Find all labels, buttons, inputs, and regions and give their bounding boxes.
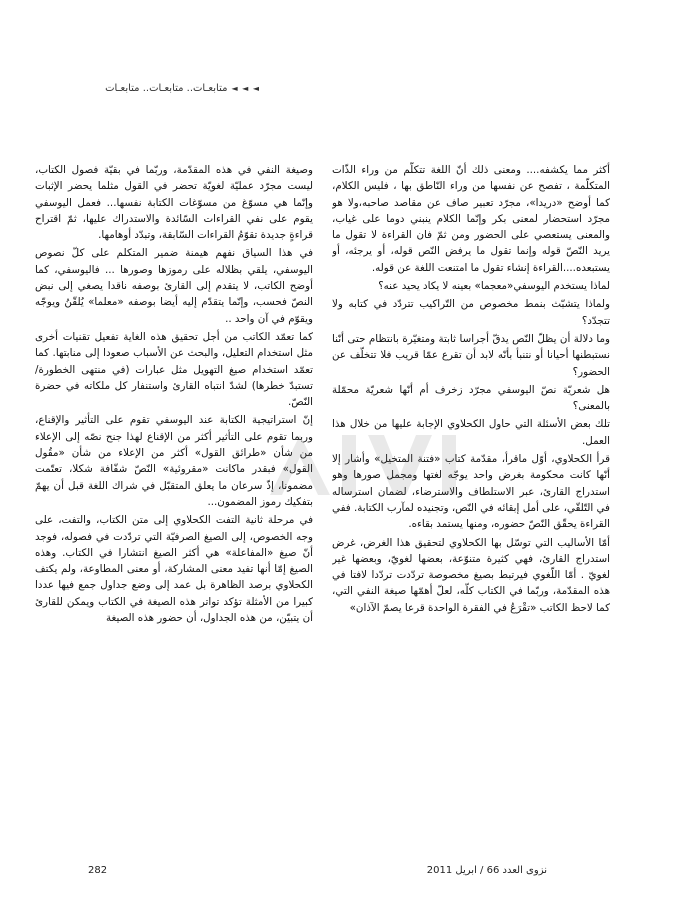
page-footer xyxy=(0,865,677,881)
running-title: متابعـات.. متابعـات.. متابعـات xyxy=(105,82,228,94)
text-column-right xyxy=(332,162,610,842)
paragraph: أكثر مما يكشفه.... ومعنى ذلك أنّ اللغة تتكلّم من وراء الذّات المتكلّمة ، تفصح عن نفسها من وراء النّاطق بها ، فليس الكلام، كما أوضح «دريدا»، مجرّد تعبير صاف عن مقاصد صاحبه،ولا هو مجرّد استحضار لمعنى بكر وإنّما الكلام ينبني دوما على غياب، والمعنى يستعصي على الحضور ومن ثمّ فان القراءة لا تقول ما يريد النّصّ قوله وإنما تقول ما يرفض النّص قوله، أو يرجئه، أو يستبعده....القراءة إنشاء تقول ما امتنعت اللغة عن قوله. xyxy=(332,164,610,274)
paragraph: لماذا يستخدم اليوسفي«معجما» بعينه لا يكاد يحيد عنه؟ xyxy=(378,280,610,293)
paragraph: هل شعريّة نصّ اليوسفي مجرّد زخرف أم أنّها شعريّة محمّلة بالمعنى؟ xyxy=(332,383,610,413)
paragraph: في هذا السياق نفهم هيمنة ضمير المتكلم على كلّ نصوص اليوسفي، يلقي بظلاله على رموزها وصورها ... فاليوسفي، كما أوضح الكاتب، لا يتقدم إلى القارئ بوصفه ناقدا يصغي إلى نبض النصّ فحسب، وإنّما يتقدّم إليه أيضا بوصفه «معلما» يُلقّنُ ويوجّه ويقوّم في آن واحد .. xyxy=(35,247,313,325)
paragraph: تلك بعض الأسئلة التي حاول الكحلاوي الإجابة عليها من خلال هذا العمل. xyxy=(332,418,610,447)
paragraph: وصيغة النفي في هذه المقدّمة، وربّما في بقيّة فصول الكتاب، ليست مجرّد عمليّة لغويّة تحضر في القول مثلما يحضر الإثبات وإنّما هي مسوّغ من مسوّغات الكتابة نفسها... فعمل اليوسفي يقوم على نفي القراءات السّائدة والاستدراك عليها، ثمّ اقتراح قراءةٍ جديدة تقوّمُ القراءات السّابقة، وتبدّد أوهامها. xyxy=(35,164,313,242)
running-header xyxy=(90,80,260,96)
paragraph: ولماذا يتشبّث بنمط مخصوص من التّراكيب تتردّد في كتابه ولا تتجدّد؟ xyxy=(332,298,610,327)
issue-label: نزوى العدد 66 / ابريل 2011 xyxy=(426,865,547,876)
page-number: 282 xyxy=(88,865,108,876)
paragraph: كما تعمّد الكاتب من أجل تحقيق هذه الغاية تفعيل تقنيات أخرى مثل استخدام التعليل، والبحث عن الأسباب صعودا إلى منابتها. كما تعمّد استخدام صيغ التهويل مثل عبارات (في منتهى الخطورة/ تستبدّ خطرها) لشدّ انتباه القارئ واستنفار كل ملكاته في حضرة النّصّ. xyxy=(35,330,313,409)
text-column-left xyxy=(35,162,313,842)
arrow-left-icon: ◄ ◄ ◄ xyxy=(231,83,260,93)
paragraph: وما دلالة أن يظلّ النّص يدقّ أجراسا ثابتة ومتغيّرة بانتظام حتى أنّنا نستبطنها أحيانا أو نتنبأ بأنّه لابد أن تقرع عمّا قريب فلا تتخلّف عن الحضور؟ xyxy=(332,332,610,378)
paragraph: في مرحلة ثانية التفت الكحلاوي إلى متن الكتاب، والتفت، على وجه الخصوص، إلى الصيغ الصرفيّة التي تردّدت في فصوله، فوجد أنّ صيغ «المفاعلة» هي أكثر الصيغ انتشارا في الكتاب. وهذه الصيغ إمّا أنها تفيد معنى المشاركة، أو معنى المطاوعة، ولم يكتف الكحلاوي برصد الظاهرة بل عمد إلى وضع جداول جمع فيها عددا كبيرا من الأمثلة تؤكد تواتر هذه الصيغة في الكتاب ويمكن للقارئ أن يتبيّن، من هذه الجداول، أن حضور هذه الصيغة xyxy=(35,514,313,625)
paragraph: أمّا الأساليب التي توسّل بها الكحلاوي لتحقيق هذا الغرض، غرض استدراج القارئ، فهي كثيرة متنوّعة، بعضها لغويّ، وبعضها غير لغويّ . أمّا اللّغوي فيرتبط بصيغ مخصوصة تردّدت تردّدا لافتا في هذه المقدّمة، وربّما في الكتاب كلّه، لعلّ أهمّها صيغة النفي التي، كما لاحظ الكاتب «تقْرَعُ في الفقرة الواحدة قرعا يصمّ الآذان» xyxy=(332,536,610,614)
paragraph: إنّ استراتيجية الكتابة عند اليوسفي تقوم على التأثير والإقناع، وربما تقوم على التأثير أكثر من الإقناع لهذا جنح نصّه إلى الإعلاء من شأن «طرائق القول» أكثر من الإعلاء من شأن «مقُول القول» فبقدر ماكانت «مقروئية» النّصّ شفّافة شكلا، تعتّمت مضمونا، إذّ سرعان ما يعلق المتقبّل في شراك اللغة قبل أن يهمّ بتفكيك رموز المضمون... xyxy=(35,414,313,508)
paragraph: قرأ الكحلاوي، أوّل ماقرأ، مقدّمة كتاب «فتنة المتخيل» وأشار إلا أنّها كانت محكومة بغرض واحد يوجّه لغتها ومجمل صورها وهو استدراج القارئ، عبر الاستلطاف والاسترضاء، لضمان استرساله في التّلقّي، على أمل إبقائه في النّص، وتجنيده لمآرب الكتابة. ففي القراءة يحقّق النّصّ حضوره، ومنها يستمد بقاءه. xyxy=(332,453,610,531)
